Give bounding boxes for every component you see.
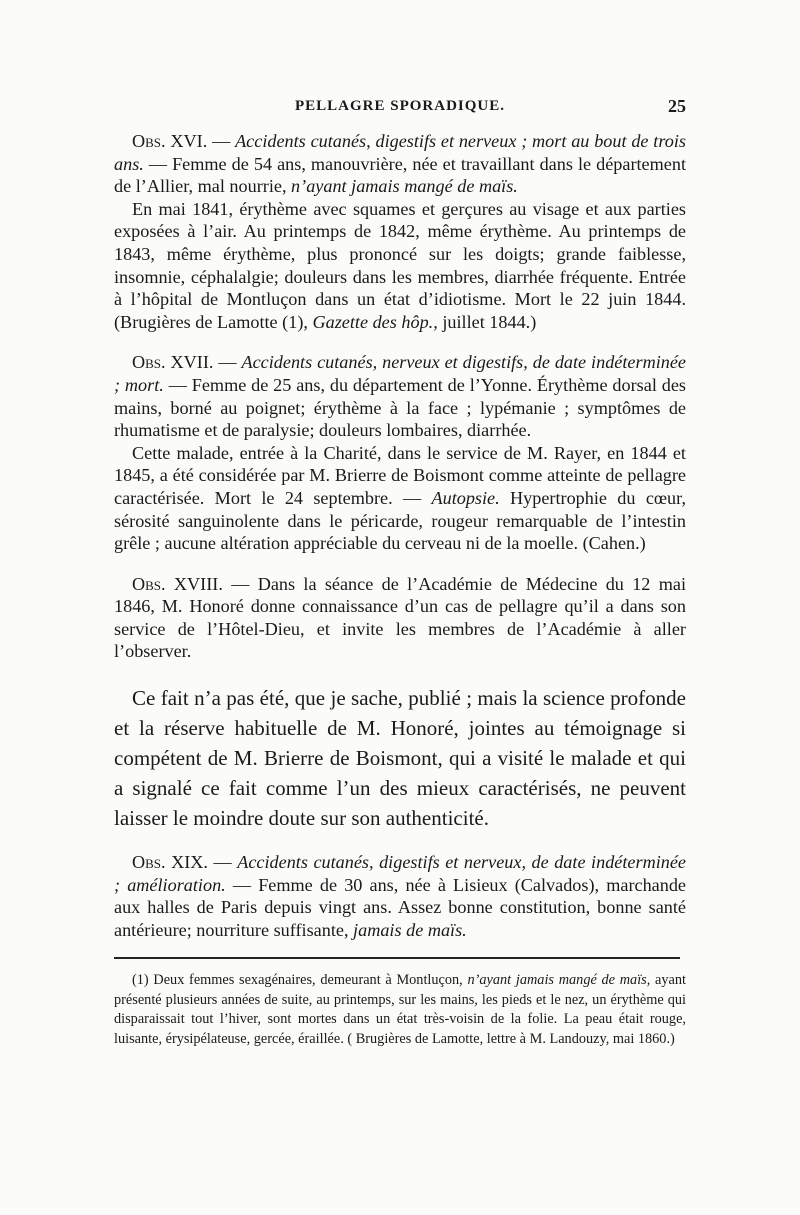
obs-16-text: — Femme de 54 ans, manouvrière, née et travaillant dans le département de l’Allier, mal nourrie, [114, 153, 686, 197]
obs-17-label: Obs. XVII. [132, 352, 214, 373]
obs-19-title: Accidents cutanés, digestifs et nerveux, de date indéterminée ; amélioration. [114, 852, 686, 895]
obs-19-italic: jamais de maïs. [353, 919, 467, 940]
author-comment-block [114, 683, 686, 833]
footnote-text: (1) Deux femmes sexagénaires, demeurant à Montluçon, [132, 972, 468, 989]
author-comment: Ce fait n’a pas été, que je sache, publié ; mais la science profonde et la réserve habituelle de M. Honoré, jointes au témoignage si compétent de M. Brierre de Boismont, qui a visité le malade et qui a signalé ce fait comme l’un des mieux caractérisés, ne peuvent laisser le moindre doute sur son authenticité. [114, 686, 686, 831]
obs-17-para2-text: Cette malade, entrée à la Charité, dans le service de M. Rayer, en 1844 et 1845, a été considérée par M. Brierre de Boismont comme atteinte de pellagre caractérisée. Mort le 24 septembre. — [114, 442, 686, 508]
page-header [114, 96, 686, 122]
obs-17-text: — Femme de 25 ans, du département de l’Yonne. Érythème dorsal des mains, borné au poignet; érythème à la face ; lypémanie ; symptômes de rhumatisme et de paralysie; douleurs lombaires, diarrhée. [114, 374, 686, 441]
obs-17-para2-italic: Autopsie. [431, 487, 500, 508]
obs-18-text: — Dans la séance de l’Académie de Médecine du 12 mai 1846, M. Honoré donne connaissance d’un cas de pellagre qu’il a dans son service de l’Hôtel-Dieu, et invite les membres de l’Académie à aller l’observer. [114, 573, 686, 662]
footnote [114, 971, 686, 1049]
obs-18-paragraph [114, 573, 686, 663]
obs-17-paragraph [114, 351, 686, 441]
page-number: 25 [668, 96, 686, 116]
obs-19-label: Obs. XIX. [132, 852, 208, 873]
obs-16-dash: — [207, 131, 236, 151]
obs-16-title: Accidents cutanés, digestifs et nerveux ; mort au bout de trois ans. [114, 131, 686, 174]
obs-16-italic: n’ayant jamais mangé de maïs. [291, 176, 518, 197]
obs-19-paragraph [114, 851, 686, 941]
footnote-text-end: ayant présenté plusieurs années de suite, au printemps, sur les mains, les pieds et le nez, un érythème qui disparaissait tout l’hiver, sont mortes dans un état très-voisin de la folie. La peau était rouge, luisante, érysipélateuse, gercée, éraillée. ( Brugières de Lamotte, lettre à M. Landouzy, mai 1860.) [114, 972, 686, 1047]
obs-16-paragraph-2 [114, 198, 686, 334]
obs-17-dash: — [213, 352, 242, 373]
running-title: PELLAGRE SPORADIQUE. [294, 98, 506, 114]
book-page [114, 96, 686, 1049]
obs-16-para2-text: En mai 1841, érythème avec squames et gerçures au visage et aux parties exposées à l’air. Au printemps de 1842, même érythème. Au printemps de 1843, même érythème, plus prononcé sur les doigts; grande faiblesse, insomnie, céphalalgie; douleurs dans les membres, diarrhée fréquente. Entrée à l’hôpital de Montluçon dans un état d’idiotisme. Mort le 22 juin 1844. (Brugières de Lamotte (1), [114, 198, 686, 332]
obs-17-title: Accidents cutanés, nerveux et digestifs, de date indéterminée ; mort. [114, 352, 686, 395]
footnote-rule [114, 957, 680, 959]
obs-16-para2-end: juillet 1844.) [437, 311, 537, 332]
footnote-italic: n’ayant jamais mangé de maïs, [467, 972, 651, 989]
obs-19-text: — Femme de 30 ans, née à Lisieux (Calvados), marchande aux halles de Paris depuis vingt ans. Assez bonne constitution, bonne santé antérieure; nourriture suffisante, [114, 874, 686, 940]
obs-16-paragraph [114, 130, 686, 198]
obs-16-para2-italic: Gazette des hôp., [312, 311, 438, 332]
obs-16-label: Obs. XVI. [132, 131, 208, 151]
obs-19-dash: — [207, 852, 238, 873]
obs-17-para2-end: Hypertrophie du cœur, sérosité sanguinolente dans le péricarde, rougeur remarquable de l’intestin grêle ; aucune altération appréciable du cerveau ni de la moelle. (Cahen.) [114, 487, 686, 554]
obs-18-label: Obs. XVIII. [132, 573, 223, 594]
obs-17-paragraph-2 [114, 442, 686, 555]
